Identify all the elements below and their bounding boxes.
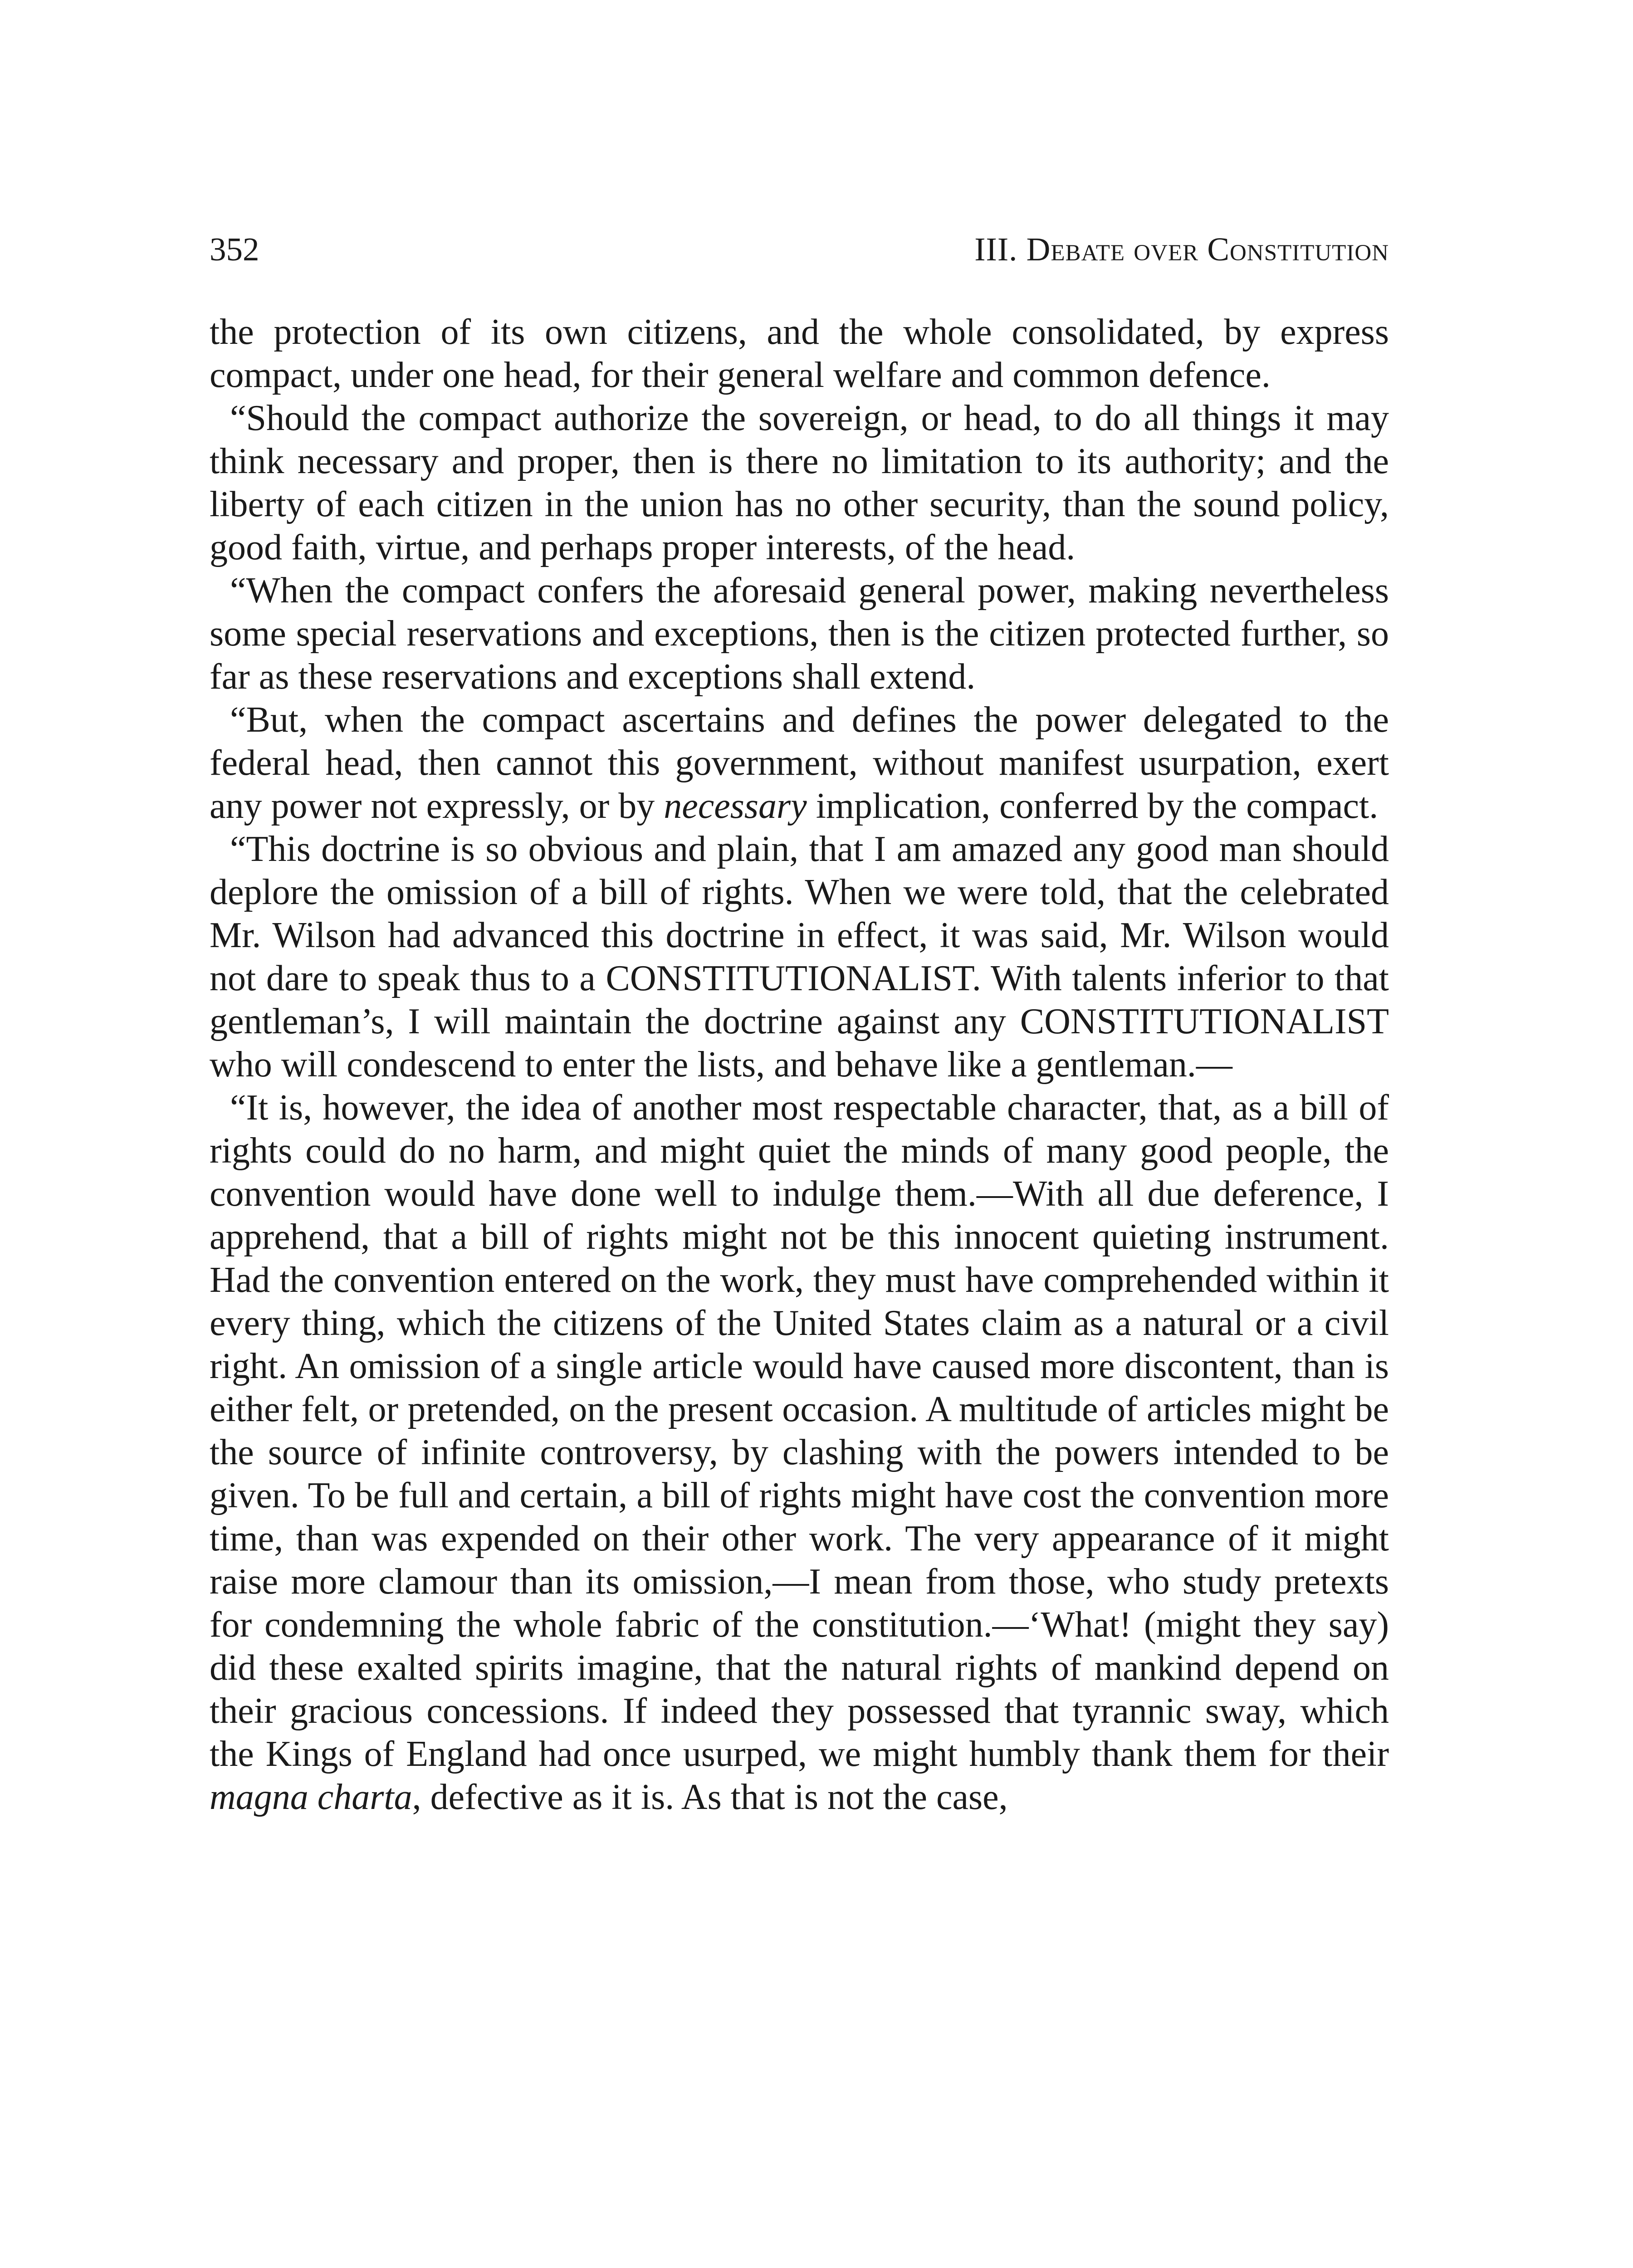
running-head: III. Debate over Constitution: [974, 231, 1389, 268]
paragraph: [210, 828, 1389, 1086]
paragraph: [210, 1086, 1389, 1819]
page-number: 352: [210, 231, 259, 268]
text-segment: implication, conferred by the compact.: [807, 786, 1379, 826]
text-segment: “But, when the compact ascertains and defines the power delegated to the federal head, then cannot this government, without manifest usurpation, exert any power not expressly, or by: [210, 700, 1389, 826]
paragraph: [210, 699, 1389, 828]
text-segment: “When the compact confers the aforesaid general power, making nevertheless some special reservations and exceptions, then is the citizen protected further, so far as these reservations and exceptions shall extend.: [210, 571, 1389, 697]
text-segment: , defective as it is. As that is not the case,: [412, 1777, 1008, 1817]
paragraph: [210, 397, 1389, 569]
text-segment: “Should the compact authorize the sovereign, or head, to do all things it may think necessary and proper, then is there no limitation to its authority; and the liberty of each citizen in the union has no other security, than the sound policy, good faith, virtue, and perhaps proper interests, of the head.: [210, 398, 1389, 567]
text-segment: “This doctrine is so obvious and plain, that I am amazed any good man should deplore the omission of a bill of rights. When we were told, that the celebrated Mr. Wilson had advanced this doctrine in effect, it was said, Mr. Wilson would not dare to speak thus to a CONSTITUTIONALIST. With talents inferior to that gentleman’s, I will maintain the doctrine against any CONSTITUTIONALIST who will condescend to enter the lists, and behave like a gentleman.—: [210, 829, 1389, 1085]
italic-text: magna charta: [210, 1777, 412, 1817]
body-text: [210, 311, 1389, 1819]
italic-text: necessary: [664, 786, 807, 826]
text-segment: “It is, however, the idea of another most respectable character, that, as a bill of rights could do no harm, and might quiet the minds of many good people, the convention would have done well to indulge them.—With all due deference, I apprehend, that a bill of rights might not be this innocent quieting instrument. Had the convention entered on the work, they must have comprehended within it every thing, which the citizens of the United States claim as a natural or a civil right. An omission of a single article would have caused more discontent, than is either felt, or pretended, on the present occasion. A multitude of articles might be the source of infinite controversy, by clashing with the powers intended to be given. To be full and certain, a bill of rights might have cost the convention more time, than was expended on their other work. The very appearance of it might raise more clamour than its omission,—I mean from those, who study pretexts for condemning the whole fabric of the constitution.—‘What! (might they say) did these exalted spirits imagine, that the natural rights of mankind depend on their gracious concessions. If indeed they possessed that tyrannic sway, which the Kings of England had once usurped, we might humbly thank them for their: [210, 1088, 1389, 1774]
paragraph: [210, 569, 1389, 699]
text-segment: the protection of its own citizens, and the whole consolidated, by express compact, under one head, for their general welfare and common defence.: [210, 312, 1389, 395]
page-header: [210, 227, 1389, 272]
paragraph: [210, 311, 1389, 397]
